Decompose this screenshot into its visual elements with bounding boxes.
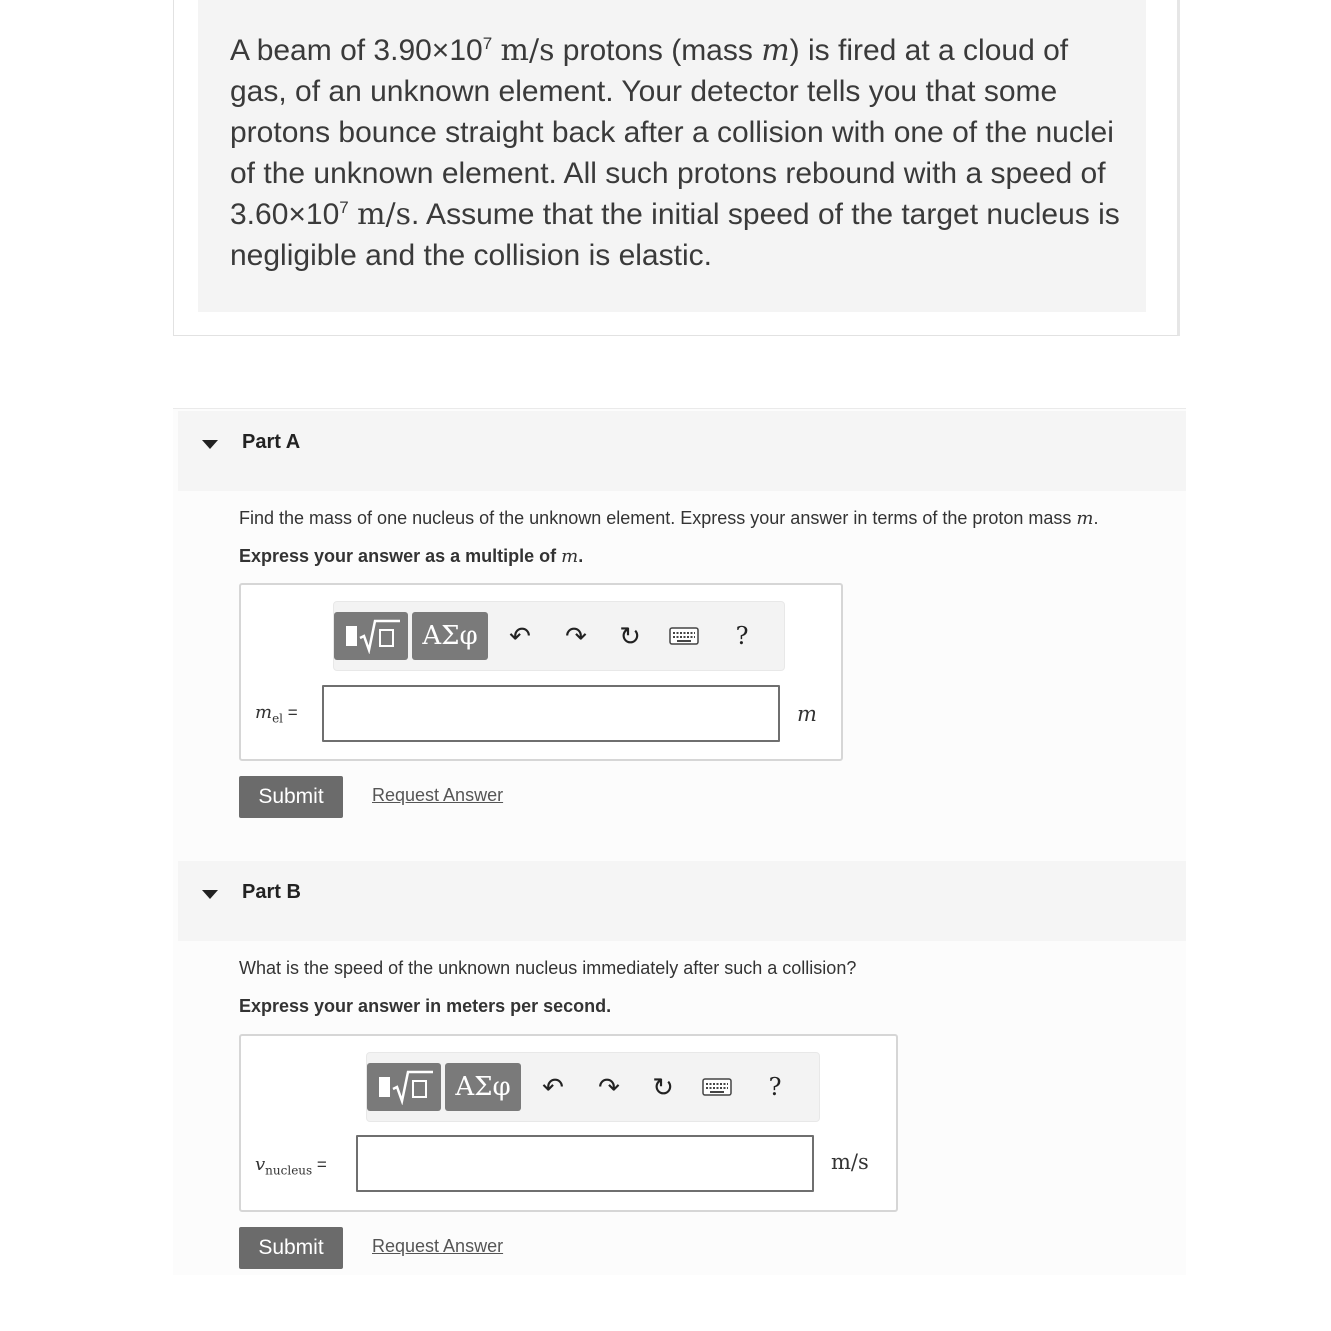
templates-radical-icon[interactable] xyxy=(334,612,408,660)
part-b-question: What is the speed of the unknown nucleus immediately after such a collision? xyxy=(239,958,857,978)
redo-icon[interactable]: ↷ xyxy=(565,621,587,651)
part-b-answer-box xyxy=(239,1034,898,1212)
part-a-question xyxy=(239,508,1099,529)
part-a-question-symbol: m xyxy=(1076,508,1094,529)
part-a-header[interactable] xyxy=(178,411,1186,491)
part-a-question-text: Find the mass of one nucleus of the unknown element. Express your answer in terms of the proton mass xyxy=(239,508,1077,528)
help-icon[interactable]: ? xyxy=(735,622,749,650)
part-a-answer-input[interactable] xyxy=(322,685,780,742)
keyboard-glyph-icon xyxy=(702,1078,732,1096)
greek-symbols-button[interactable]: ΑΣφ xyxy=(412,612,488,660)
greek-symbols-button[interactable]: ΑΣφ xyxy=(445,1063,521,1111)
part-a-instruction-symbol: m xyxy=(561,546,579,567)
part-a-unit: m xyxy=(797,702,817,726)
templates-radical-icon[interactable] xyxy=(367,1063,441,1111)
redo-icon[interactable]: ↷ xyxy=(598,1072,620,1102)
part-a-label-main: m xyxy=(255,702,273,723)
unit-2: m/s xyxy=(357,197,412,232)
part-b-label-eq: = xyxy=(316,1155,327,1174)
problem-card xyxy=(173,0,1180,336)
template-block-icon xyxy=(379,1077,390,1097)
collapse-caret-icon[interactable] xyxy=(202,890,218,899)
problem-text-3: ) is fired at a cloud of gas, of an unknown element. Your detector tells you that some protons bounce straight back after a collision with one of the nuclei of the unknown element. All such protons rebound with a speed of 3.60×10 xyxy=(230,34,1114,231)
problem-text-1: A beam of 3.90×10 xyxy=(230,34,483,67)
part-b-answer-input[interactable] xyxy=(356,1135,814,1192)
part-b-title: Part B xyxy=(242,881,301,903)
problem-text-2: protons (mass xyxy=(554,34,762,67)
part-b-math-toolbar xyxy=(366,1052,820,1122)
radical-icon xyxy=(358,618,402,654)
template-block-icon xyxy=(346,626,357,646)
part-b-instruction: Express your answer in meters per second. xyxy=(239,996,612,1016)
help-icon[interactable]: ? xyxy=(768,1073,782,1101)
part-b-request-answer-link[interactable]: Request Answer xyxy=(372,1236,504,1256)
exponent-2: 7 xyxy=(339,198,349,217)
mass-symbol: m xyxy=(761,33,790,68)
keyboard-glyph-icon xyxy=(669,627,699,645)
part-b-label-main: v xyxy=(255,1154,266,1175)
part-a-instruction-end: . xyxy=(578,546,584,566)
part-a-label-eq: = xyxy=(287,703,298,722)
problem-panel xyxy=(198,0,1146,312)
part-a-instruction xyxy=(239,546,583,567)
exponent-1: 7 xyxy=(482,34,493,53)
reset-icon[interactable]: ↻ xyxy=(619,621,641,651)
part-a-label-sub: el xyxy=(272,711,284,726)
radical-icon xyxy=(391,1069,435,1105)
keyboard-icon[interactable] xyxy=(701,1071,733,1103)
part-a-math-toolbar xyxy=(333,601,785,671)
part-b-unit: m/s xyxy=(831,1150,869,1174)
part-a-question-end: . xyxy=(1093,508,1099,528)
reset-icon[interactable]: ↻ xyxy=(652,1072,674,1102)
parts-container xyxy=(173,408,1186,1275)
part-b-header[interactable] xyxy=(178,861,1186,941)
undo-icon[interactable]: ↶ xyxy=(509,621,531,651)
problem-statement xyxy=(230,30,1120,276)
unit-1: m/s xyxy=(500,33,555,68)
undo-icon[interactable]: ↶ xyxy=(542,1072,564,1102)
part-a-answer-box xyxy=(239,583,843,761)
collapse-caret-icon[interactable] xyxy=(202,440,218,449)
problem-text-4: . Assume that the initial speed of the target nucleus is negligible and the collision is elastic. xyxy=(230,198,1120,272)
part-b-submit-button[interactable]: Submit xyxy=(239,1227,343,1269)
part-a-field-label xyxy=(255,702,298,725)
part-b-label-sub: nucleus xyxy=(265,1163,313,1178)
part-a-submit-button[interactable]: Submit xyxy=(239,776,343,818)
keyboard-icon[interactable] xyxy=(668,620,700,652)
part-a-instruction-text: Express your answer as a multiple of xyxy=(239,546,562,566)
part-a-request-answer-link[interactable]: Request Answer xyxy=(372,785,504,805)
part-b-field-label xyxy=(255,1154,327,1177)
part-a-title: Part A xyxy=(242,431,301,453)
